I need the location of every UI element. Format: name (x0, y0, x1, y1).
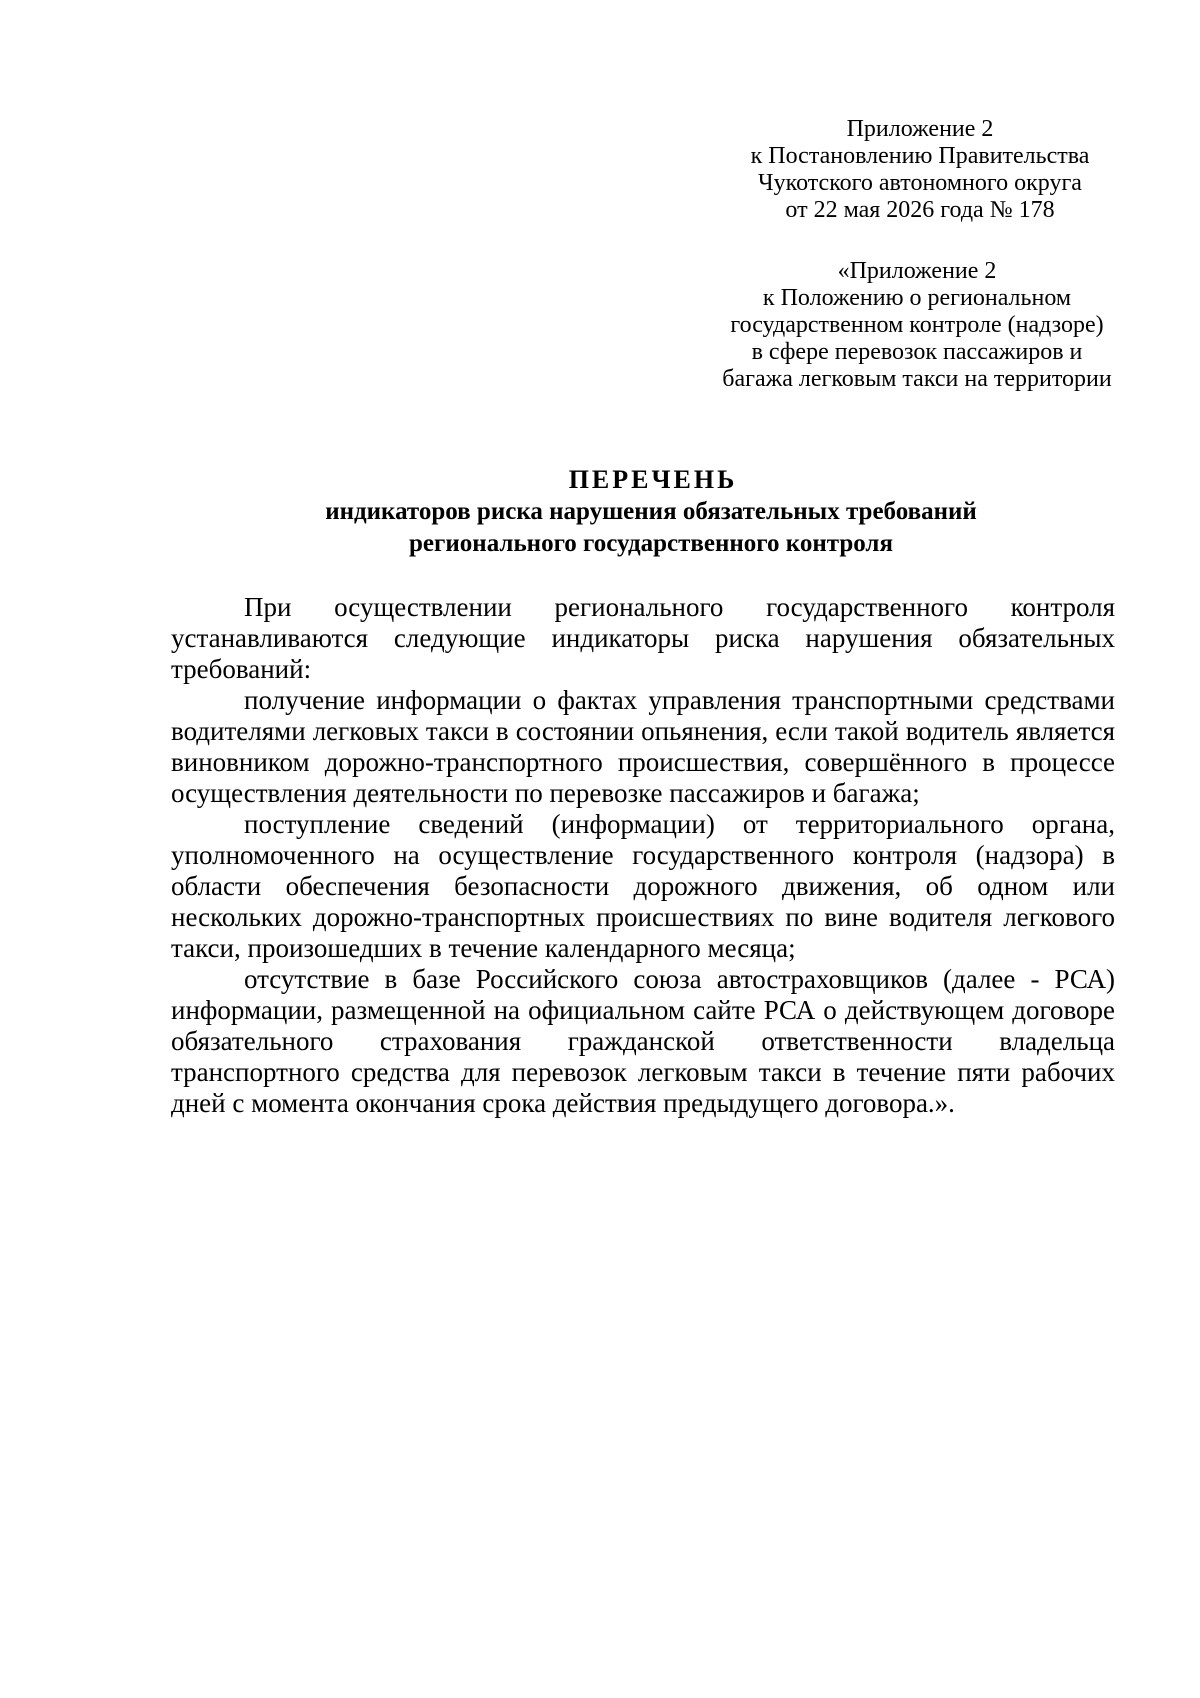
appendix-line: государственном контроле (надзоре) (730, 312, 1104, 338)
indicator-paragraph: отсутствие в базе Российского союза автостраховщиков (далее - РСА) информации, размещенной на официальном сайте РСА о действующем договоре обязательного страхования гражданской ответственности владельца транспортного средства для перевозок легковым такси в течение пяти рабочих дней с момента окончания срока действия предыдущего договора.». (171, 964, 1115, 1118)
document-body (171, 592, 1115, 1119)
indicator-paragraph: поступление сведений (информации) от территориального органа, уполномоченного на осуществление государственного контроля (надзора) в области обеспечения безопасности дорожного движения, об одном или нескольких дорожно-транспортных происшествиях по вине водителя легкового такси, произошедших в течение календарного месяца; (171, 809, 1115, 963)
document-title (170, 464, 1132, 560)
header-line: к Постановлению Правительства (750, 143, 1090, 169)
regulation-appendix-header (707, 258, 1127, 393)
appendix-line: багажа легковым такси на территории (722, 366, 1112, 392)
intro-paragraph: При осуществлении регионального государственного контроля устанавливаются следующие индикаторы риска нарушения обязательных требований: (171, 592, 1115, 684)
title-line: индикаторов риска нарушения обязательных требований (325, 498, 977, 525)
appendix-line: «Приложение 2 (837, 258, 997, 284)
appendix-line: к Положению о региональном (762, 285, 1072, 311)
indicator-paragraph: получение информации о фактах управления транспортными средствами водителями легковых такси в состоянии опьянения, если такой водитель является виновником дорожно-транспортного происшествия, совершённого в процессе осуществления деятельности по перевозке пассажиров и багажа; (171, 685, 1115, 808)
appendix-line: в сфере перевозок пассажиров и (751, 339, 1083, 365)
title-main: ПЕРЕЧЕНЬ (568, 465, 738, 494)
header-line: Приложение 2 (846, 116, 994, 142)
header-line: Чукотского автономного округа (758, 170, 1082, 196)
header-line: от 22 мая 2026 года № 178 (785, 197, 1055, 223)
title-line: регионального государственного контроля (409, 530, 893, 557)
resolution-appendix-header (720, 116, 1120, 224)
